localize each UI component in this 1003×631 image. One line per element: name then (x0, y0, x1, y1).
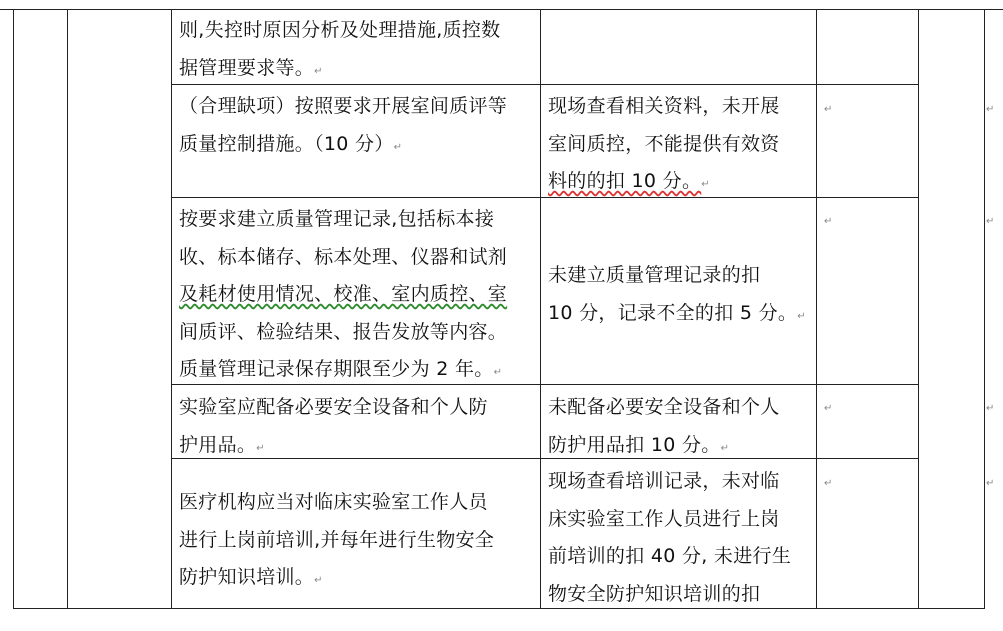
requirement-line: 按要求建立质量管理记录,包括标本接 (179, 208, 495, 230)
requirement-line: 质量控制措施。（10 分）↵ (179, 132, 403, 155)
requirement-line: 医疗机构应当对临床实验室工作人员 (179, 491, 488, 513)
requirement-line: 及耗材使用情况、校准、室内质控、室 (179, 283, 508, 305)
requirement-line: 质量管理记录保存期限至少为 2 年。↵ (179, 358, 503, 380)
grid-line (918, 9, 919, 609)
method-line: 未配备必要安全设备和个人 (548, 396, 780, 418)
note-cell: ↵ (986, 216, 995, 227)
note-cell: ↵ (986, 104, 995, 115)
method-line: 防护用品扣 10 分。↵ (548, 433, 730, 456)
note-cell: ↵ (986, 478, 995, 489)
grid-line (13, 9, 14, 609)
requirement-cell (179, 484, 494, 600)
score-cell: ↵ (824, 478, 833, 489)
requirement-line: 间质评、检验结果、报告发放等内容。 (179, 320, 508, 343)
method-line: 现场查看相关资料，未开展 (548, 95, 780, 117)
method-line: 物安全防护知识培训的扣 (548, 582, 761, 605)
requirement-line: 防护知识培训。↵ (179, 566, 323, 588)
requirement-cell (179, 389, 488, 467)
grid-line (171, 197, 918, 198)
method-cell (548, 88, 780, 204)
note-cell: ↵ (986, 403, 995, 414)
method-line: 前培训的扣 40 分, 未进行生 (548, 545, 792, 567)
grid-line (171, 9, 172, 609)
grid-line (67, 9, 68, 609)
method-line: 床实验室工作人员进行上岗 (548, 507, 780, 530)
method-line: 料的的扣 10 分。↵ (548, 170, 710, 192)
grid-line (816, 9, 817, 609)
grid-line (13, 608, 985, 609)
score-cell: ↵ (824, 216, 833, 227)
requirement-line: 实验室应配备必要安全设备和个人防 (179, 396, 488, 418)
requirement-line: 据管理要求等。↵ (179, 56, 323, 79)
requirement-line: 护用品。↵ (179, 433, 265, 456)
method-line: 10 分，记录不全的扣 5 分。↵ (548, 301, 806, 324)
requirement-line: （合理缺项）按照要求开展室间质评等 (179, 95, 508, 117)
method-cell (548, 463, 791, 613)
method-cell (548, 257, 806, 335)
score-cell: ↵ (824, 104, 833, 115)
requirement-cell (179, 12, 500, 90)
grid-line (0, 9, 1003, 10)
method-line: 未建立质量管理记录的扣 (548, 264, 761, 286)
requirement-line: 进行上岗前培训,并每年进行生物安全 (179, 528, 495, 551)
requirement-cell (179, 88, 507, 166)
method-line: 室间质控，不能提供有效资 (548, 132, 780, 155)
requirement-line: 收、标本储存、标本处理、仪器和试剂 (179, 245, 508, 268)
requirement-cell (179, 201, 507, 392)
method-line: 现场查看培训记录，未对临 (548, 470, 780, 492)
requirement-line: 则,失控时原因分析及处理措施,质控数 (179, 19, 501, 41)
grid-line (984, 9, 985, 609)
grid-line (540, 9, 541, 609)
method-cell (548, 389, 780, 467)
score-cell: ↵ (824, 403, 833, 414)
